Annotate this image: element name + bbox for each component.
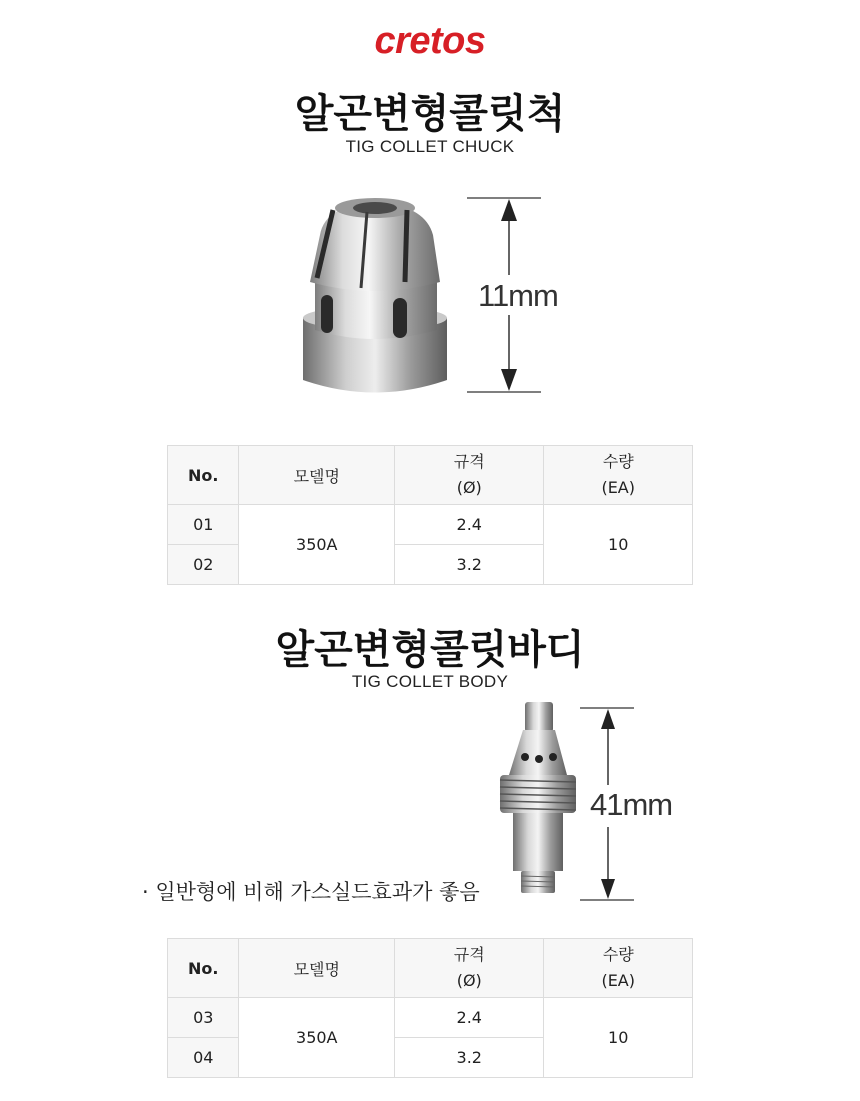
header-qty xyxy=(544,939,693,998)
header-spec-unit: (Ø) xyxy=(456,478,482,497)
row-no: 04 xyxy=(168,1038,239,1078)
header-spec xyxy=(395,939,544,998)
header-no: No. xyxy=(168,446,239,505)
header-no: No. xyxy=(168,939,239,998)
row-no: 02 xyxy=(168,545,239,585)
header-spec-label: 규격 xyxy=(453,945,485,964)
header-model: 모델명 xyxy=(239,939,395,998)
header-spec-unit: (Ø) xyxy=(456,971,482,990)
qty-cell: 10 xyxy=(544,505,693,585)
brand-logo: cretos xyxy=(374,20,486,62)
qty-cell: 10 xyxy=(544,998,693,1078)
section2-subtitle: TIG COLLET BODY xyxy=(351,672,509,691)
spec-table-2 xyxy=(167,938,693,1078)
section1-subtitle: TIG COLLET CHUCK xyxy=(345,137,515,156)
spec-cell: 2.4 xyxy=(395,998,544,1038)
table-row xyxy=(168,998,693,1038)
model-cell: 350A xyxy=(239,998,395,1078)
header-qty-label: 수량 xyxy=(602,452,634,471)
header-qty-unit: (EA) xyxy=(601,971,635,990)
section2-title: 알곤변형콜릿바디 xyxy=(275,627,585,673)
feature-note: · 일반형에 비해 가스실드효과가 좋음 xyxy=(142,880,480,904)
spec-cell: 2.4 xyxy=(395,505,544,545)
row-no: 01 xyxy=(168,505,239,545)
spec-cell: 3.2 xyxy=(395,1038,544,1078)
header-qty xyxy=(544,446,693,505)
header-spec xyxy=(395,446,544,505)
collet-body-image xyxy=(495,700,580,900)
header-qty-label: 수량 xyxy=(602,945,634,964)
spec-cell: 3.2 xyxy=(395,545,544,585)
table-row xyxy=(168,505,693,545)
height-dimension-label: 11mm xyxy=(478,278,558,313)
header-spec-label: 규격 xyxy=(453,452,485,471)
collet-chuck-image xyxy=(295,190,455,405)
header-model: 모델명 xyxy=(239,446,395,505)
length-dimension-label: 41mm xyxy=(590,787,673,822)
row-no: 03 xyxy=(168,998,239,1038)
spec-table-1 xyxy=(167,445,693,585)
model-cell: 350A xyxy=(239,505,395,585)
section1-title: 알곤변형콜릿척 xyxy=(294,91,566,137)
header-qty-unit: (EA) xyxy=(601,478,635,497)
